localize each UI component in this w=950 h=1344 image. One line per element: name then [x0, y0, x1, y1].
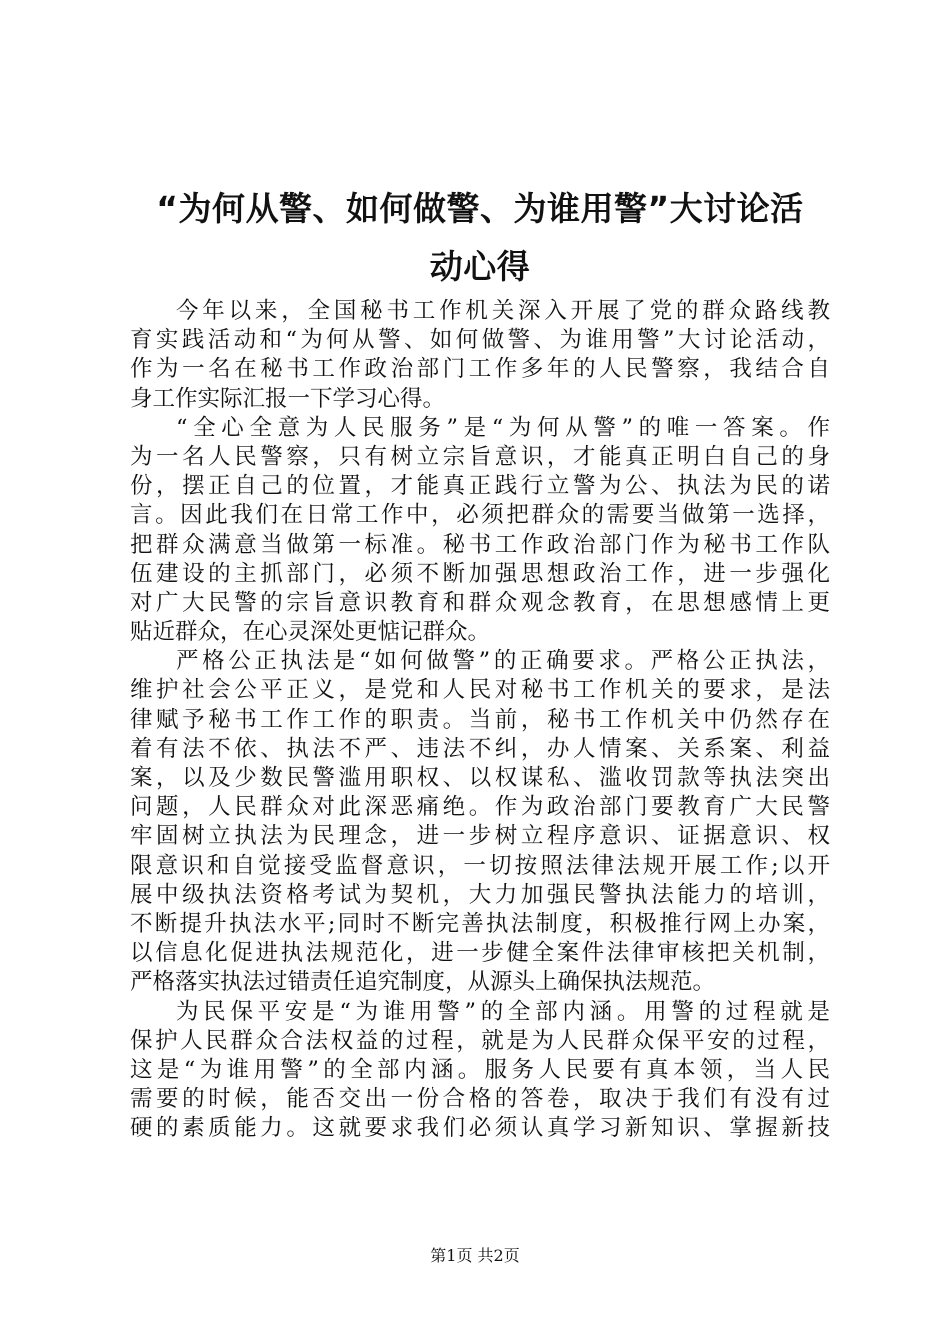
paragraph-line: 限意识和自觉接受监督意识，一切按照法律法规开展工作;以开 — [130, 852, 830, 879]
paragraph-line: 这是“为谁用警”的全部内涵。服务人民要有真本领，当人民 — [130, 1056, 830, 1083]
paragraph-3 — [130, 647, 830, 997]
paragraph-line: 维护社会公平正义，是党和人民对秘书工作机关的要求，是法 — [130, 677, 830, 704]
paragraph-line: 硬的素质能力。这就要求我们必须认真学习新知识、掌握新技 — [130, 1115, 830, 1142]
paragraph-line: 不断提升执法水平;同时不断完善执法制度，积极推行网上办案， — [130, 910, 830, 937]
paragraph-line: 把群众满意当做第一标准。秘书工作政治部门作为秘书工作队 — [130, 531, 830, 558]
paragraph-line: 保护人民群众合法权益的过程，就是为人民群众保平安的过程， — [130, 1027, 830, 1054]
paragraph-line: 为民保平安是“为谁用警”的全部内涵。用警的过程就是 — [176, 998, 830, 1025]
paragraph-line: 着有法不依、执法不严、违法不纠，办人情案、关系案、利益 — [130, 735, 830, 762]
paragraph-line: 问题，人民群众对此深恶痛绝。作为政治部门要教育广大民警 — [130, 794, 830, 821]
document-title — [120, 180, 840, 296]
paragraph-line: 作为一名在秘书工作政治部门工作多年的人民警察，我结合自 — [130, 356, 830, 383]
paragraph-line: 今年以来，全国秘书工作机关深入开展了党的群众路线教 — [176, 298, 830, 324]
paragraph-line: 严格公正执法是“如何做警”的正确要求。严格公正执法， — [176, 648, 830, 675]
paragraph-line: 严格落实执法过错责任追究制度，从源头上确保执法规范。 — [130, 969, 716, 996]
paragraph-4 — [130, 998, 830, 1144]
title-line-1: “为何从警、如何做警、为谁用警”大讨论活 — [156, 189, 804, 228]
paragraph-2 — [130, 414, 830, 648]
paragraph-line: 贴近群众，在心灵深处更惦记群众。 — [130, 619, 491, 646]
title-line-2: 动心得 — [429, 247, 531, 286]
paragraph-line: 伍建设的主抓部门，必须不断加强思想政治工作，进一步强化 — [130, 560, 830, 587]
paragraph-1 — [130, 297, 830, 414]
paragraph-line: 份，摆正自己的位置，才能真正践行立警为公、执法为民的诺 — [130, 473, 830, 500]
document-body — [130, 297, 830, 1143]
paragraph-line: 为一名人民警察，只有树立宗旨意识，才能真正明白自己的身 — [130, 443, 830, 470]
paragraph-line: 以信息化促进执法规范化，进一步健全案件法律审核把关机制， — [130, 940, 830, 967]
paragraph-line: 牢固树立执法为民理念，进一步树立程序意识、证据意识、权 — [130, 823, 830, 850]
paragraph-line: 身工作实际汇报一下学习心得。 — [130, 385, 446, 412]
paragraph-line: 律赋予秘书工作工作的职责。当前，秘书工作机关中仍然存在 — [130, 706, 830, 733]
paragraph-line: 展中级执法资格考试为契机，大力加强民警执法能力的培训， — [130, 881, 830, 908]
page-number: 第1页 共2页 — [430, 1246, 520, 1265]
page-footer — [0, 1245, 950, 1267]
paragraph-line: 需要的时候，能否交出一份合格的答卷，取决于我们有没有过 — [130, 1086, 830, 1113]
paragraph-line: 对广大民警的宗旨意识教育和群众观念教育，在思想感情上更 — [130, 589, 830, 616]
paragraph-line: 育实践活动和“为何从警、如何做警、为谁用警”大讨论活动， — [130, 327, 830, 354]
paragraph-line: 言。因此我们在日常工作中，必须把群众的需要当做第一选择， — [130, 502, 830, 529]
paragraph-line: “全心全意为人民服务”是“为何从警”的唯一答案。作 — [176, 414, 830, 441]
paragraph-line: 案，以及少数民警滥用职权、以权谋私、滥收罚款等执法突出 — [130, 765, 830, 791]
